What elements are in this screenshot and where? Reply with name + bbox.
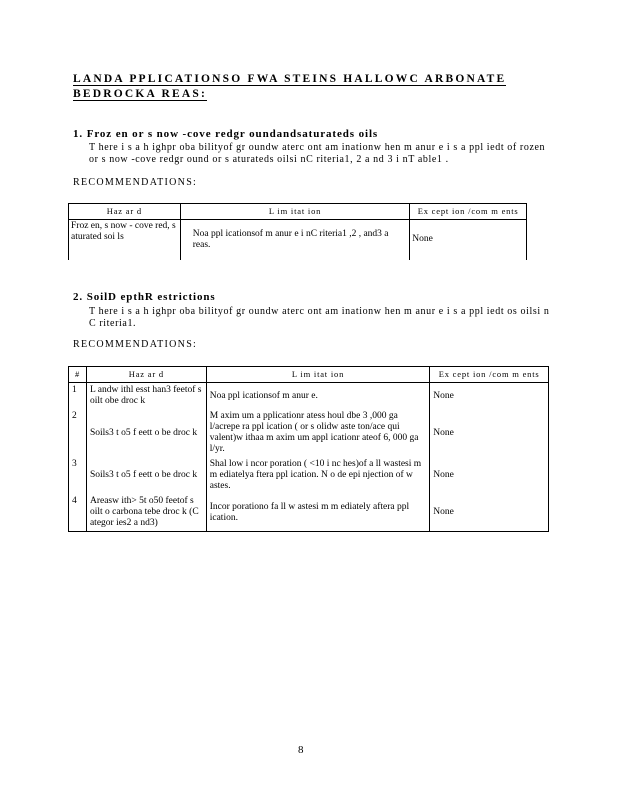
section-2-text-line-1: T here i s a h ighpr oba bilityof gr oundw aterc ont am inationw hen m anur e i s a ppl iedt os oilsi n — [89, 306, 550, 317]
limitation-cell: Noa ppl icationsof m anur e. — [206, 383, 430, 410]
row-number: 2 — [72, 411, 77, 421]
hazard-cell: Soils3 t o5 f eett o be droc k — [86, 457, 206, 494]
table-row — [69, 220, 527, 260]
header-exception: Ex cept ion /com m ents — [430, 367, 549, 383]
title-line-1: LANDA PPLICATIONSO FWA STEINS HALLOWC ARBONATE — [73, 73, 507, 85]
title-line-2: BEDROCKA REAS: — [73, 88, 207, 100]
limitation-cell: Noa ppl icationsof m anur e i nC riteria1 ,2 , and3 a reas. — [180, 220, 409, 260]
row-number: 1 — [72, 385, 77, 395]
limitation-cell: M axim um a pplicationr atess houl dbe 3 ,000 ga l/acrepe ra ppl ication ( or s olidw aste ton/ace qui valent)w ithaa m axim um appl icationr ateof 6, 000 ga l/yr. — [206, 409, 430, 457]
exception-cell: None — [430, 383, 549, 410]
section-1-recommendations-label: RECOMMENDATIONS: — [73, 177, 198, 188]
table-header-row — [69, 204, 527, 220]
header-exception: Ex cept ion /com m ents — [410, 204, 527, 220]
exception-cell: None — [410, 220, 527, 260]
soil-depth-table — [68, 366, 549, 532]
section-1-text-line-2: or s now -cove redgr ound or s aturateds oilsi nC riteria1, 2 a nd 3 i nT able1 . — [89, 154, 449, 165]
header-hazard: Haz ar d — [69, 204, 181, 220]
row-number: 3 — [72, 459, 77, 469]
section-1-text — [89, 142, 545, 166]
hazard-cell: Soils3 t o5 f eett o be droc k — [86, 409, 206, 457]
header-limitation: L im itat ion — [206, 367, 430, 383]
table-row — [69, 494, 549, 532]
limitation-cell: Incor porationo fa ll w astesi m m ediately aftera ppl ication. — [206, 494, 430, 532]
section-1-heading: 1. Froz en or s now -cove redgr oundandsaturateds oils — [73, 128, 379, 140]
hazard-cell: L andw ithl esst han3 feetof s oilt obe droc k — [86, 383, 206, 410]
table-row — [69, 457, 549, 494]
table-row — [69, 383, 549, 410]
table-row — [69, 409, 549, 457]
hazard-cell: Froz en, s now - cove red, s aturated soi ls — [69, 220, 181, 260]
section-2-text — [89, 306, 549, 330]
table-header-row — [69, 367, 549, 383]
limitation-cell: Shal low i ncor poration ( <10 i nc hes)of a ll wastesi m m ediatelya ftera ppl ication. N o de epi njection of w astes. — [206, 457, 430, 494]
hazard-cell: Areasw ith> 5t o50 feetof s oilt o carbona tebe droc k (C ategor ies2 a nd3) — [86, 494, 206, 532]
section-2-recommendations-label: RECOMMENDATIONS: — [73, 339, 198, 350]
section-1-text-line-1: T here i s a h ighpr oba bilityof gr oundw aterc ont am inationw hen m anur e i s a ppl iedt of rozen — [89, 142, 546, 153]
section-2-text-line-2: C riteria1. — [89, 318, 137, 329]
frozen-soils-table — [68, 203, 527, 260]
section-2-heading: 2. SoilD epthR estrictions — [73, 291, 216, 303]
exception-cell: None — [430, 409, 549, 457]
header-hazard: Haz ar d — [86, 367, 206, 383]
header-limitation: L im itat ion — [180, 204, 409, 220]
header-number: # — [69, 367, 87, 383]
exception-cell: None — [430, 494, 549, 532]
page-number: 8 — [298, 744, 304, 756]
exception-cell: None — [430, 457, 549, 494]
page-title — [73, 72, 513, 102]
row-number: 4 — [72, 496, 77, 506]
